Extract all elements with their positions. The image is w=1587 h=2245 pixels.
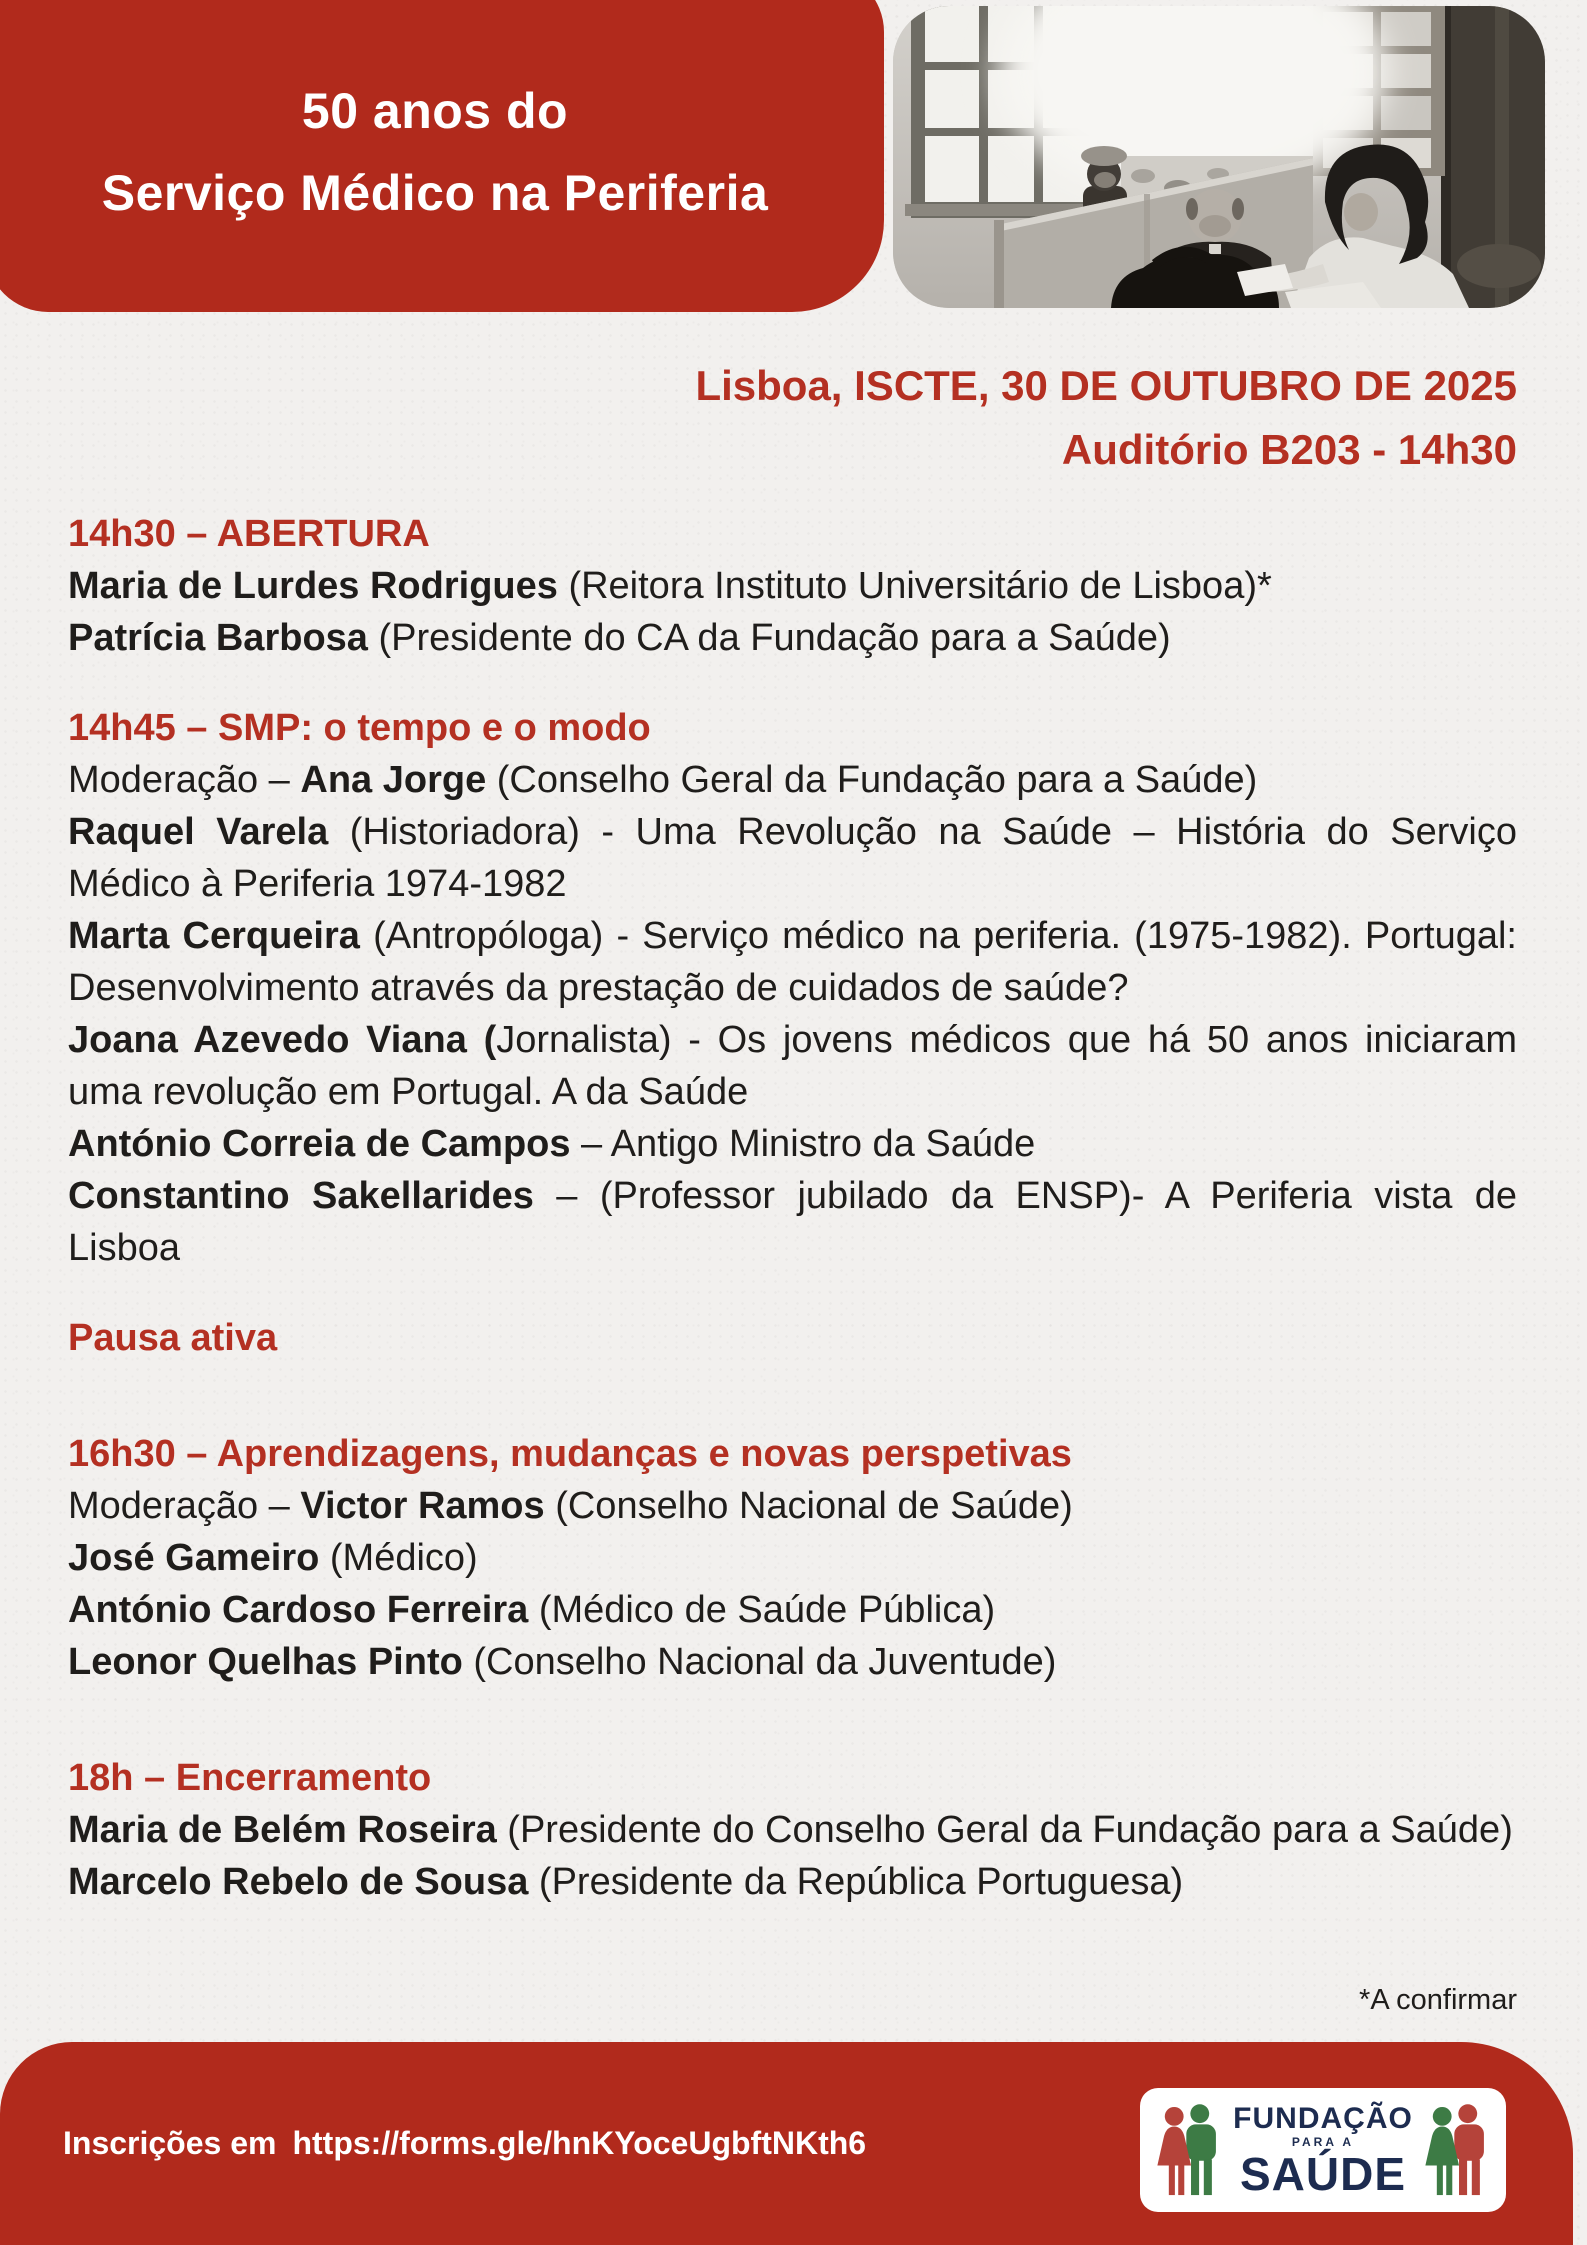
speaker-name: Victor Ramos bbox=[300, 1485, 545, 1527]
fundacao-saude-logo bbox=[1140, 2088, 1506, 2212]
photo-chair bbox=[1457, 244, 1541, 288]
entry-text: (Presidente do Conselho Geral da Fundação para a Saúde) bbox=[496, 1809, 1513, 1851]
event-date-location: Lisboa, ISCTE, 30 DE OUTUBRO DE 2025 bbox=[695, 362, 1517, 409]
entry-text: (Presidente do CA da Fundação para a Saúde) bbox=[367, 617, 1171, 659]
entry-text: (Presidente da República Portuguesa) bbox=[528, 1861, 1184, 1903]
entry-text: Moderação – bbox=[68, 759, 301, 801]
speaker-name: Ana Jorge bbox=[300, 759, 487, 801]
entry-text: – Antigo Ministro da Saúde bbox=[570, 1123, 1036, 1165]
speaker-name: Marta Cerqueira bbox=[68, 915, 360, 957]
couple-left-icon bbox=[1152, 2102, 1226, 2198]
header-block bbox=[0, 0, 884, 312]
program-section bbox=[68, 702, 1517, 1274]
speaker-name: António Correia de Campos bbox=[68, 1123, 571, 1165]
speaker-name: Marcelo Rebelo de Sousa bbox=[68, 1861, 529, 1903]
event-title-line2: Serviço Médico na Periferia bbox=[101, 165, 769, 221]
program-section bbox=[68, 1428, 1517, 1688]
speaker-name: António Cardoso Ferreira bbox=[68, 1589, 529, 1631]
entry-text: (Conselho Nacional de Saúde) bbox=[544, 1485, 1073, 1527]
footer-bar bbox=[0, 2042, 1573, 2245]
logo-line-saude: SAÚDE bbox=[1239, 2147, 1407, 2200]
entry-text: Jornalista) - Os jovens médicos que há 50 anos iniciaram uma revolução em Portugal. A da Saúde bbox=[68, 1019, 1517, 1113]
event-title bbox=[0, 70, 884, 234]
program-entry bbox=[68, 1480, 1517, 1532]
event-info bbox=[695, 354, 1517, 482]
speaker-name: Leonor Quelhas Pinto bbox=[68, 1641, 463, 1683]
logo-text bbox=[1226, 2101, 1420, 2200]
program-entry bbox=[68, 612, 1517, 664]
speaker-name: Constantino Sakellarides bbox=[68, 1175, 534, 1217]
entry-text: (Reitora Instituto Universitário de Lisboa)* bbox=[557, 565, 1272, 607]
program-section-heading: 18h – Encerramento bbox=[68, 1757, 432, 1799]
program-entry bbox=[68, 1584, 1517, 1636]
event-photo bbox=[893, 6, 1545, 308]
event-venue-time: Auditório B203 - 14h30 bbox=[1061, 426, 1517, 473]
event-photo-illustration bbox=[893, 6, 1545, 308]
program-entry bbox=[68, 1636, 1517, 1688]
program-entry bbox=[68, 1804, 1517, 1856]
entry-text: (Antropóloga) - Serviço médico na periferia. (1975-1982). Portugal: Desenvolvimento através da prestação de cuidados de saúde? bbox=[68, 915, 1517, 1009]
speaker-name: Joana Azevedo Viana ( bbox=[68, 1019, 497, 1061]
program-section bbox=[68, 1752, 1517, 1908]
footnote: *A confirmar bbox=[1359, 1984, 1517, 2016]
program-section-heading: Pausa ativa bbox=[68, 1317, 278, 1359]
entry-text: – (Professor jubilado da ENSP)- A Periferia vista de Lisboa bbox=[68, 1175, 1518, 1269]
program-section-heading: 14h30 – ABERTURA bbox=[68, 513, 430, 555]
man-figure bbox=[1454, 2104, 1484, 2195]
program-entry bbox=[68, 910, 1517, 1014]
speaker-name: José Gameiro bbox=[68, 1537, 320, 1579]
entry-text: (Médico) bbox=[319, 1537, 478, 1579]
woman-figure bbox=[1157, 2107, 1191, 2195]
program-entry bbox=[68, 754, 1517, 806]
entry-text: (Conselho Nacional da Juventude) bbox=[462, 1641, 1057, 1683]
registration-label: Inscrições em bbox=[63, 2125, 277, 2161]
program-section bbox=[68, 1312, 1517, 1364]
couple-right-icon bbox=[1420, 2102, 1494, 2198]
event-title-line1: 50 anos do bbox=[301, 83, 569, 139]
program-entry bbox=[68, 1532, 1517, 1584]
program-entry bbox=[68, 806, 1517, 910]
entry-text: (Médico de Saúde Pública) bbox=[528, 1589, 996, 1631]
program-entry bbox=[68, 1170, 1517, 1274]
registration-line bbox=[63, 2042, 866, 2245]
man-figure bbox=[1186, 2104, 1216, 2195]
registration-url[interactable]: https://forms.gle/hnKYoceUgbftNKth6 bbox=[292, 2125, 867, 2161]
woman-figure bbox=[1425, 2107, 1459, 2195]
speaker-name: Patrícia Barbosa bbox=[68, 617, 368, 659]
entry-text: Moderação – bbox=[68, 1485, 301, 1527]
entry-text: (Conselho Geral da Fundação para a Saúde) bbox=[486, 759, 1258, 801]
program-entry bbox=[68, 1118, 1517, 1170]
logo-line-fundacao: FUNDAÇÃO bbox=[1233, 2101, 1413, 2135]
logo-line-para-a: PARA A bbox=[1291, 2134, 1355, 2149]
entry-text: (Historiadora) - Uma Revolução na Saúde – História do Serviço Médico à Periferia 1974-1982 bbox=[68, 811, 1517, 905]
speaker-name: Maria de Lurdes Rodrigues bbox=[68, 565, 558, 607]
speaker-name: Maria de Belém Roseira bbox=[68, 1809, 497, 1851]
program bbox=[68, 508, 1517, 1908]
program-section bbox=[68, 508, 1517, 664]
program-section-heading: 16h30 – Aprendizagens, mudanças e novas perspetivas bbox=[68, 1433, 1072, 1475]
program-entry bbox=[68, 1014, 1517, 1118]
program-entry bbox=[68, 560, 1517, 612]
speaker-name: Raquel Varela bbox=[68, 811, 329, 853]
program-section-heading: 14h45 – SMP: o tempo e o modo bbox=[68, 707, 651, 749]
program-entry bbox=[68, 1856, 1517, 1908]
